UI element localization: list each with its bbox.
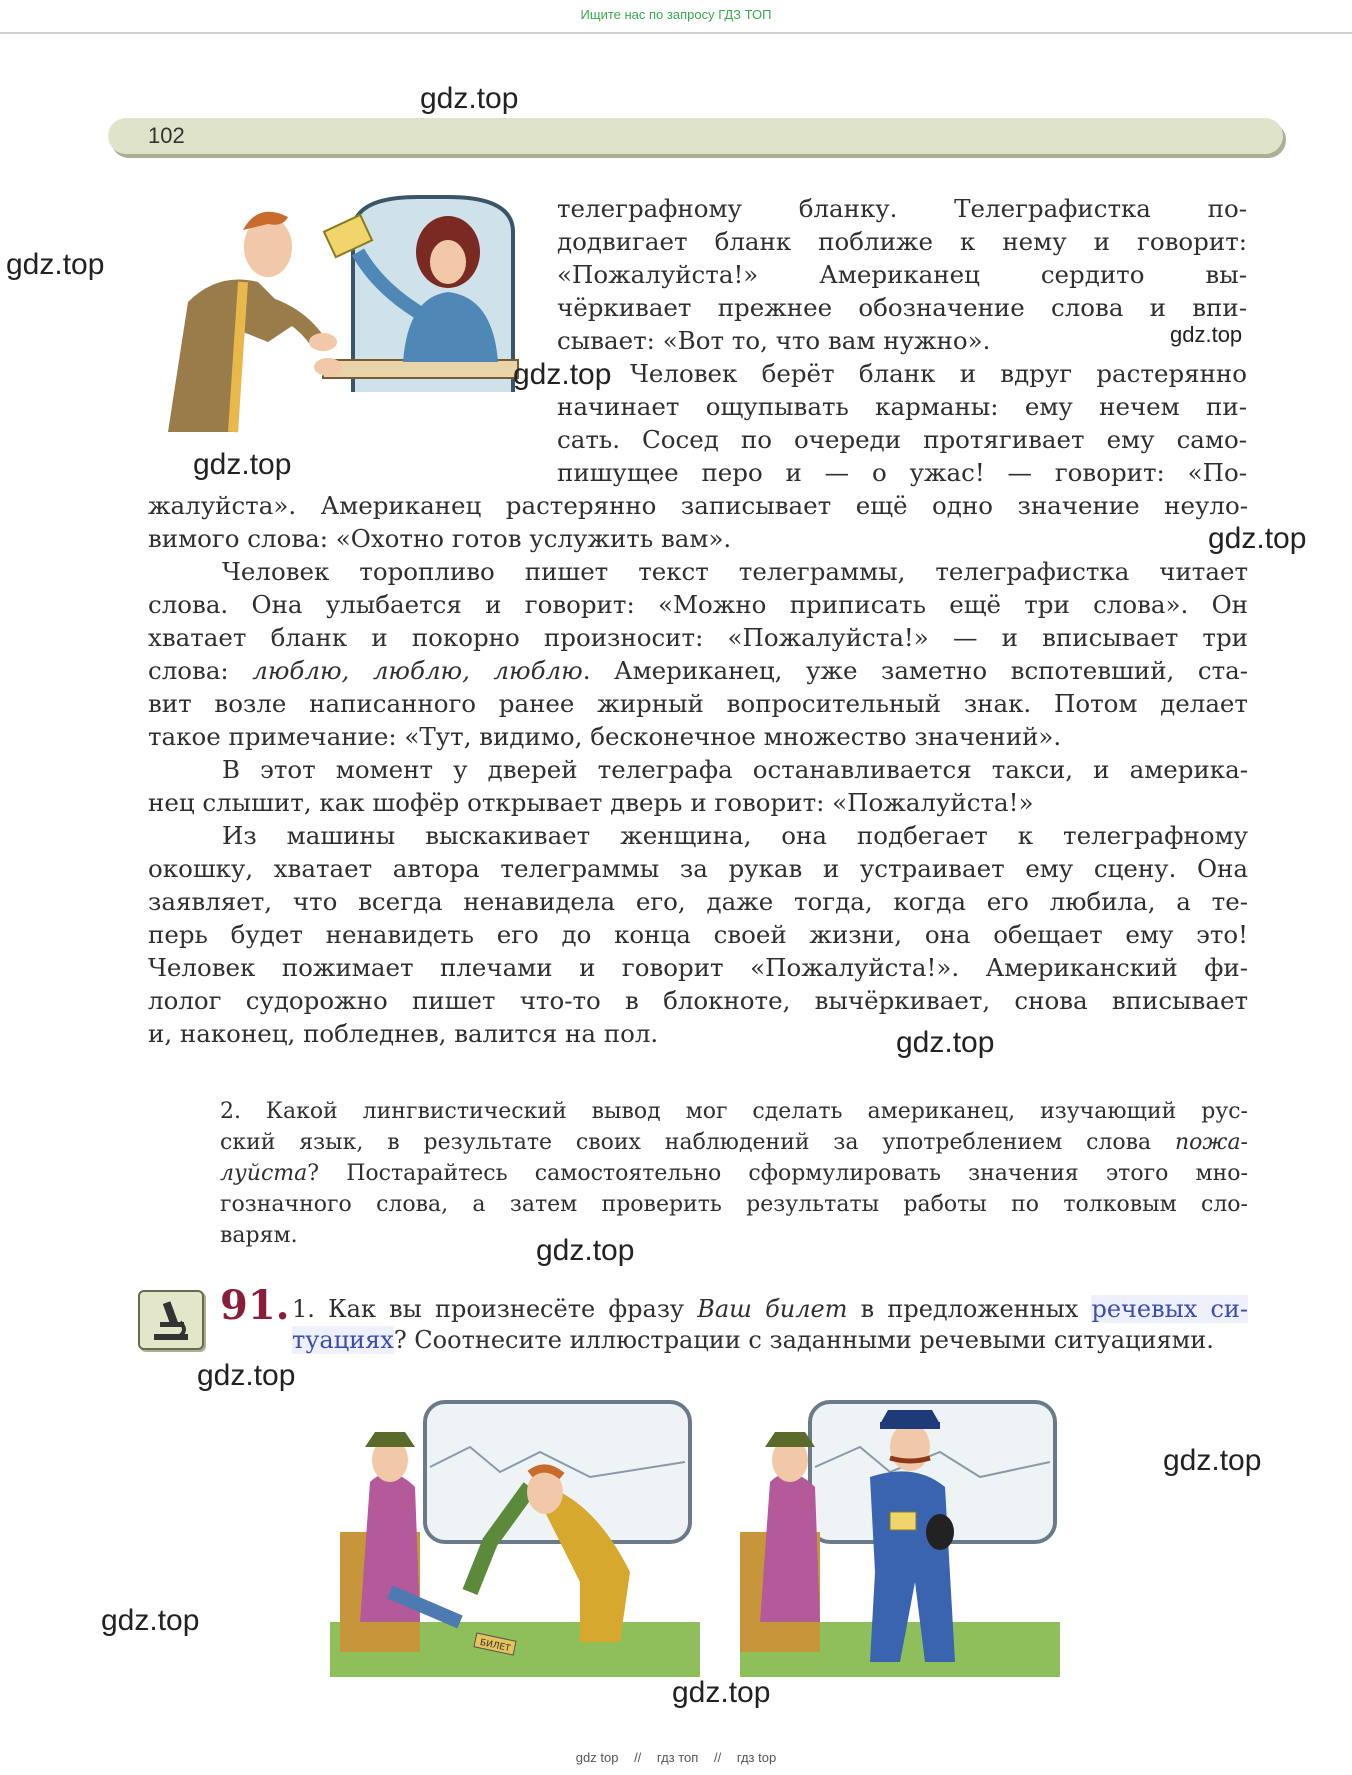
story-line: вимого слова: «Охотно готов услужить вам». [148, 524, 732, 553]
story-line: слова. Она улыбается и говорит: «Можно приписать ещё три слова». Он [148, 590, 1248, 619]
telegraph-illustration [148, 192, 523, 442]
story-line: лолог судорожно пишет что-то в блокноте, вычёркивает, снова вписывает [148, 986, 1248, 1015]
speech-situation-link[interactable]: туациях [292, 1326, 394, 1354]
story-line: В этот момент у дверей телеграфа останавливается такси, и америка- [222, 755, 1248, 784]
question-line: ский язык, в результате своих наблюдений за употреблением слова пожа- [220, 1130, 1248, 1155]
question-line: луйста? Постарайтесь самостоятельно сформулировать значения этого мно- [220, 1161, 1248, 1186]
watermark: gdz.top [1170, 322, 1243, 347]
story-line: чёркивает прежнее обозначение слова и впи- [557, 293, 1247, 322]
question-line: варям. [220, 1223, 298, 1248]
train-illustration-left [330, 1392, 700, 1677]
story-line: перь будет ненавидеть его до конца своей жизни, она обещает ему это! [148, 920, 1248, 949]
story-line: Из машины выскакивает женщина, она подбегает к телеграфному [222, 821, 1248, 850]
story-line: додвигает бланк поближе к нему и говорит: [557, 227, 1247, 256]
story-line: вит возле написанного ранее жирный вопросительный знак. Потом делает [148, 689, 1248, 718]
footer-links [0, 1750, 1352, 1765]
watermark: gdz.top [101, 1604, 200, 1637]
story-line: «Пожалуйста!» Американец сердито вы- [557, 260, 1247, 289]
watermark: gdz.top [672, 1676, 771, 1709]
story-line: заявляет, что всегда ненавидела его, даже тогда, когда его любила, а те- [148, 887, 1248, 916]
footer-separator: // [713, 1750, 722, 1765]
watermark: gdz.top [896, 1026, 995, 1059]
footer-separator: // [634, 1750, 642, 1765]
story-line: такое примечание: «Тут, видимо, бесконечное множество значений». [148, 722, 1062, 751]
question-line: гозначного слова, а затем проверить результаты работы по толковым сло- [220, 1192, 1248, 1217]
train-illustration-right [740, 1392, 1060, 1677]
story-line: нец слышит, как шофёр открывает дверь и говорит: «Пожалуйста!» [148, 788, 1034, 817]
watermark: gdz.top [513, 358, 612, 391]
story-line-italic: слова: люблю, люблю, люблю. Американец, уже заметно вспотевший, ста- [148, 656, 1249, 685]
story-line: Человек берёт бланк и вдруг растерянно [630, 359, 1247, 388]
story-line: окошку, хватает автора телеграммы за рукав и устраивает ему сцену. Она [148, 854, 1248, 883]
watermark: gdz.top [536, 1234, 635, 1267]
exercise-number: 91. [220, 1282, 290, 1329]
story-line: хватает бланк и покорно произносит: «Пожалуйста!» — и вписывает три [148, 623, 1248, 652]
story-line: Человек пожимает плечами и говорит «Пожалуйста!». Американский фи- [148, 953, 1248, 982]
watermark: gdz.top [6, 248, 105, 281]
story-line: жалуйста». Американец растерянно записывает ещё одно значение неуло- [148, 491, 1248, 520]
microscope-icon [138, 1290, 204, 1350]
watermark: gdz.top [197, 1359, 296, 1392]
story-line: Человек торопливо пишет текст телеграммы, телеграфистка читает [222, 557, 1248, 586]
story-line: начинает ощупывать карманы: ему нечем пи- [557, 392, 1247, 421]
footer-link[interactable]: gdz top [575, 1750, 619, 1765]
story-line: сать. Сосед по очереди протягивает ему само- [557, 425, 1247, 454]
story-line: и, наконец, побледнев, валится на пол. [148, 1019, 659, 1048]
watermark: gdz.top [420, 82, 519, 115]
speech-situation-link[interactable]: речевых си- [1091, 1295, 1249, 1323]
watermark: gdz.top [193, 448, 292, 481]
footer-link[interactable]: гдз топ [656, 1750, 699, 1765]
story-line: сывает: «Вот то, что вам нужно». [557, 326, 991, 355]
page-number: 102 [148, 123, 185, 148]
footer-link[interactable]: гдз top [736, 1750, 777, 1765]
ticket-label: БИЛЕТ [478, 1637, 512, 1655]
story-line: телеграфному бланку. Телеграфистка по- [557, 194, 1247, 223]
exercise-line: 1. Как вы произнесёте фразу Ваш билет в предложенных речевых си- [292, 1295, 1249, 1323]
exercise-line: туациях? Соотнесите иллюстрации с заданными речевыми ситуациями. [292, 1326, 1214, 1354]
watermark: gdz.top [1163, 1444, 1262, 1477]
question-line: 2. Какой лингвистический вывод мог сделать американец, изучающий рус- [220, 1099, 1248, 1124]
story-line: пишущее перо и — о ужас! — говорит: «По- [557, 458, 1247, 487]
top-banner: Ищите нас по запросу ГДЗ ТОП [0, 0, 1352, 34]
page-header-bar [108, 118, 1283, 154]
watermark: gdz.top [1208, 522, 1307, 555]
